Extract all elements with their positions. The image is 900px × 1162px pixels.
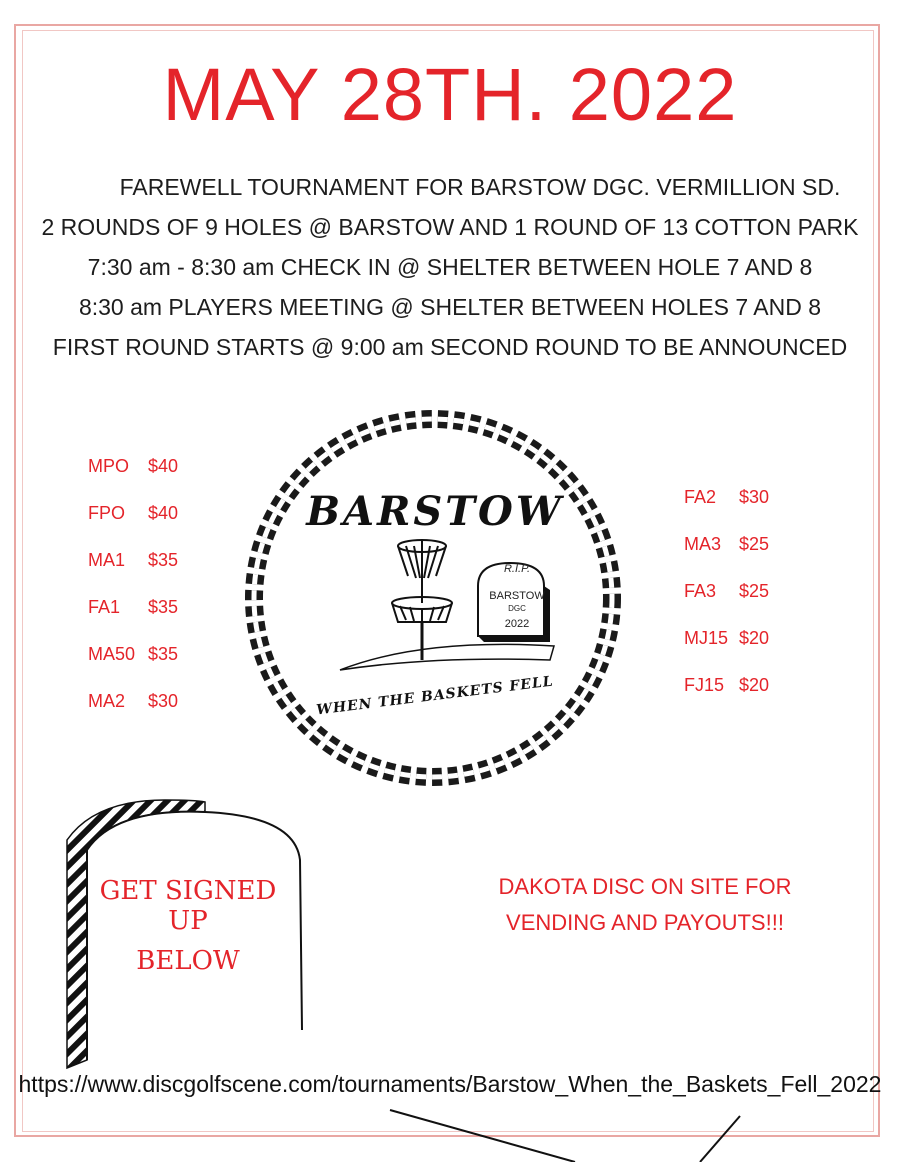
division-price: $35 xyxy=(148,644,179,664)
detail-line: 2 ROUNDS OF 9 HOLES @ BARSTOW AND 1 ROUND OF 13 COTTON PARK xyxy=(41,214,859,240)
fee-row xyxy=(684,674,769,721)
vendor-line-1: DAKOTA DISC ON SITE FOR xyxy=(498,874,792,899)
division-code: FJ15 xyxy=(684,675,725,695)
fee-row xyxy=(88,690,178,737)
event-details xyxy=(0,172,900,372)
division-price: $25 xyxy=(739,581,770,601)
fee-row xyxy=(88,643,178,690)
fee-row xyxy=(88,502,178,549)
tombstone-name-text: BARSTOW xyxy=(489,590,545,602)
division-price: $30 xyxy=(739,487,770,507)
division-price: $25 xyxy=(739,534,770,554)
division-price: $35 xyxy=(148,550,179,570)
disc-golf-basket-icon xyxy=(392,540,452,660)
division-price: $20 xyxy=(739,675,770,695)
signup-line-2: BELOW xyxy=(136,946,240,976)
fee-row xyxy=(684,533,769,580)
fee-row xyxy=(684,486,769,533)
division-price: $35 xyxy=(148,597,179,617)
tombstone-rip-text: R.I.P. xyxy=(503,563,531,575)
signup-line-1: GET SIGNED UP xyxy=(99,876,277,936)
logo-subtitle-text: WHEN THE BASKETS FELL xyxy=(315,673,555,719)
division-fees-right xyxy=(684,486,769,721)
fee-row xyxy=(684,627,769,674)
division-code: FPO xyxy=(88,503,126,523)
event-date-heading: MAY 28TH. 2022 xyxy=(162,53,738,136)
division-price: $40 xyxy=(148,503,179,523)
fee-row xyxy=(88,549,178,596)
detail-line: FIRST ROUND STARTS @ 9:00 am SECOND ROUND TO BE ANNOUNCED xyxy=(52,334,848,360)
division-code: MA1 xyxy=(88,550,126,570)
division-code: FA3 xyxy=(684,581,717,601)
division-price: $20 xyxy=(739,628,770,648)
detail-line: FAREWELL TOURNAMENT FOR BARSTOW DGC. VERMILLION SD. xyxy=(119,174,841,200)
division-code: FA2 xyxy=(684,487,717,507)
ground-icon xyxy=(340,644,554,670)
division-price: $40 xyxy=(148,456,179,476)
division-code: MA2 xyxy=(88,691,126,711)
chain-ring-logo xyxy=(232,398,634,798)
registration-link[interactable]: https://www.discgolfscene.com/tournaments/Barstow_When_the_Baskets_Fell_2022 xyxy=(18,1071,882,1097)
tombstone-year-text: 2022 xyxy=(504,618,530,630)
logo-brand-text: BARSTOW xyxy=(306,488,564,535)
division-fees-left xyxy=(88,455,178,737)
division-code: MA3 xyxy=(684,534,722,554)
division-code: MJ15 xyxy=(684,628,729,648)
fee-row xyxy=(88,455,178,502)
fee-row xyxy=(88,596,178,643)
division-code: FA1 xyxy=(88,597,121,617)
division-price: $30 xyxy=(148,691,179,711)
vendor-line-2: VENDING AND PAYOUTS!!! xyxy=(506,910,784,935)
tombstone-club-text: DGC xyxy=(508,604,526,613)
fee-row xyxy=(684,580,769,627)
division-code: MA50 xyxy=(88,644,136,664)
detail-line: 7:30 am - 8:30 am CHECK IN @ SHELTER BETWEEN HOLE 7 AND 8 xyxy=(87,254,813,280)
detail-line: 8:30 am PLAYERS MEETING @ SHELTER BETWEEN HOLES 7 AND 8 xyxy=(78,294,822,320)
division-code: MPO xyxy=(88,456,130,476)
vendor-notice xyxy=(470,872,820,944)
